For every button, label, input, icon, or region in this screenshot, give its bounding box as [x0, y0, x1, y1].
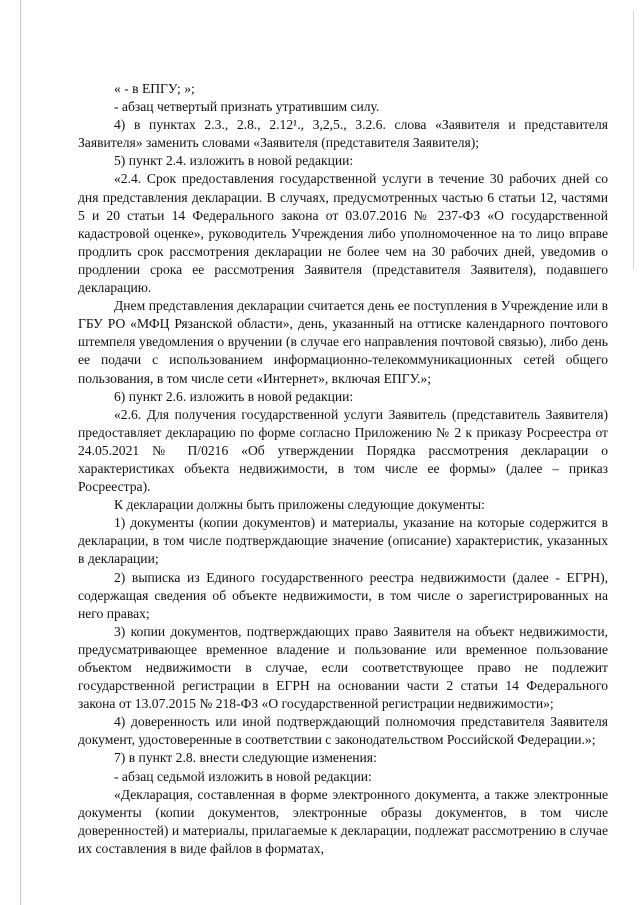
paragraph-8: «2.6. Для получения государственной услуги Заявитель (представитель Заявителя) предоставляет декларацию по форме согласно Приложению № 2 к приказу Росреестра от 24.05.2021 № П/0216 «Об утверждении Порядка рассмотрения декларации о характеристиках объекта недвижимости, в том числе ее формы» (далее – приказ Росреестра). [78, 406, 608, 495]
paragraph-9: К декларации должны быть приложены следующие документы: [114, 497, 485, 513]
paragraph-7: 6) пункт 2.6. изложить в новой редакции: [114, 388, 354, 404]
scan-right-edge [633, 10, 634, 270]
paragraph-11: 2) выписка из Единого государственного реестра недвижимости (далее - ЕГРН), содержащая сведения об объекте недвижимости, в том числе о зарегистрированных на него правах; [78, 569, 608, 621]
paragraph-13: 4) доверенность или иной подтверждающий полномочия представителя Заявителя документ, удостоверенные в соответствии с законодательством Российской Федерации.»; [78, 714, 608, 748]
paragraph-6: Днем представления декларации считается день ее поступления в Учреждение или в ГБУ РО «МФЦ Рязанской области», день, указанный на оттиске календарного почтового штемпеля уведомления о вручении (в случае его направления почтовой связью), либо день ее подачи с использованием информационно-телекоммуникационных сетей общего пользования, в том числе сети «Интернет», включая ЕПГУ.»; [78, 298, 608, 386]
scan-left-edge [20, 0, 21, 905]
paragraph-4: 5) пункт 2.4. изложить в новой редакции: [114, 153, 354, 169]
paragraph-12: 3) копии документов, подтверждающих право Заявителя на объект недвижимости, предусматривающее временное владение и пользование или временное пользование объектом недвижимости в случае, если соответствующее право не подлежит государственной регистрации в ЕГРН на основании части 2 статьи 14 Федерального закона от 13.07.2015 № 218-ФЗ «О государственной регистрации недвижимости»; [78, 623, 608, 712]
paragraph-5: «2.4. Срок предоставления государственной услуги в течение 30 рабочих дней со дня представления декларации. В случаях, предусмотренных частью 6 статьи 12, частями 5 и 20 статьи 14 Федерального закона от 03.07.2016 № 237-ФЗ «О государственной кадастровой оценке», руководитель Учреждения либо уполномоченное на то лицо вправе продлить срок рассмотрения декларации не более чем на 30 рабочих дней, уведомив о продлении срока ее рассмотрения Заявителя (представителя Заявителя), подавшего декларацию. [78, 171, 608, 296]
paragraph-16: «Декларация, составленная в форме электронного документа, а также электронные документы (копии документов, электронные образы документов, в том числе доверенностей) и материалы, прилагаемые к декларации, подлежат рассмотрению в случае их составления в виде файлов в форматах, [78, 786, 608, 856]
paragraph-3: 4) в пунктах 2.3., 2.8., 2.12¹., 3,2,5., 3.2.6. слова «Заявителя и представителя Заявителя» заменить словами «Заявителя (представителя Заявителя); [78, 117, 608, 151]
document-body [78, 80, 608, 858]
paragraph-1: « - в ЕПГУ; »; [114, 81, 195, 96]
paragraph-14: 7) в пункт 2.8. внести следующие изменения: [114, 750, 377, 766]
paragraph-15: - абзац седьмой изложить в новой редакции: [114, 768, 372, 784]
paragraph-2: - абзац четвертый признать утратившим силу. [114, 99, 380, 115]
paragraph-10: 1) документы (копии документов) и материалы, указание на которые содержится в декларации, в том числе подтверждающие значение (описание) характеристик, указанных в декларации; [78, 515, 608, 567]
